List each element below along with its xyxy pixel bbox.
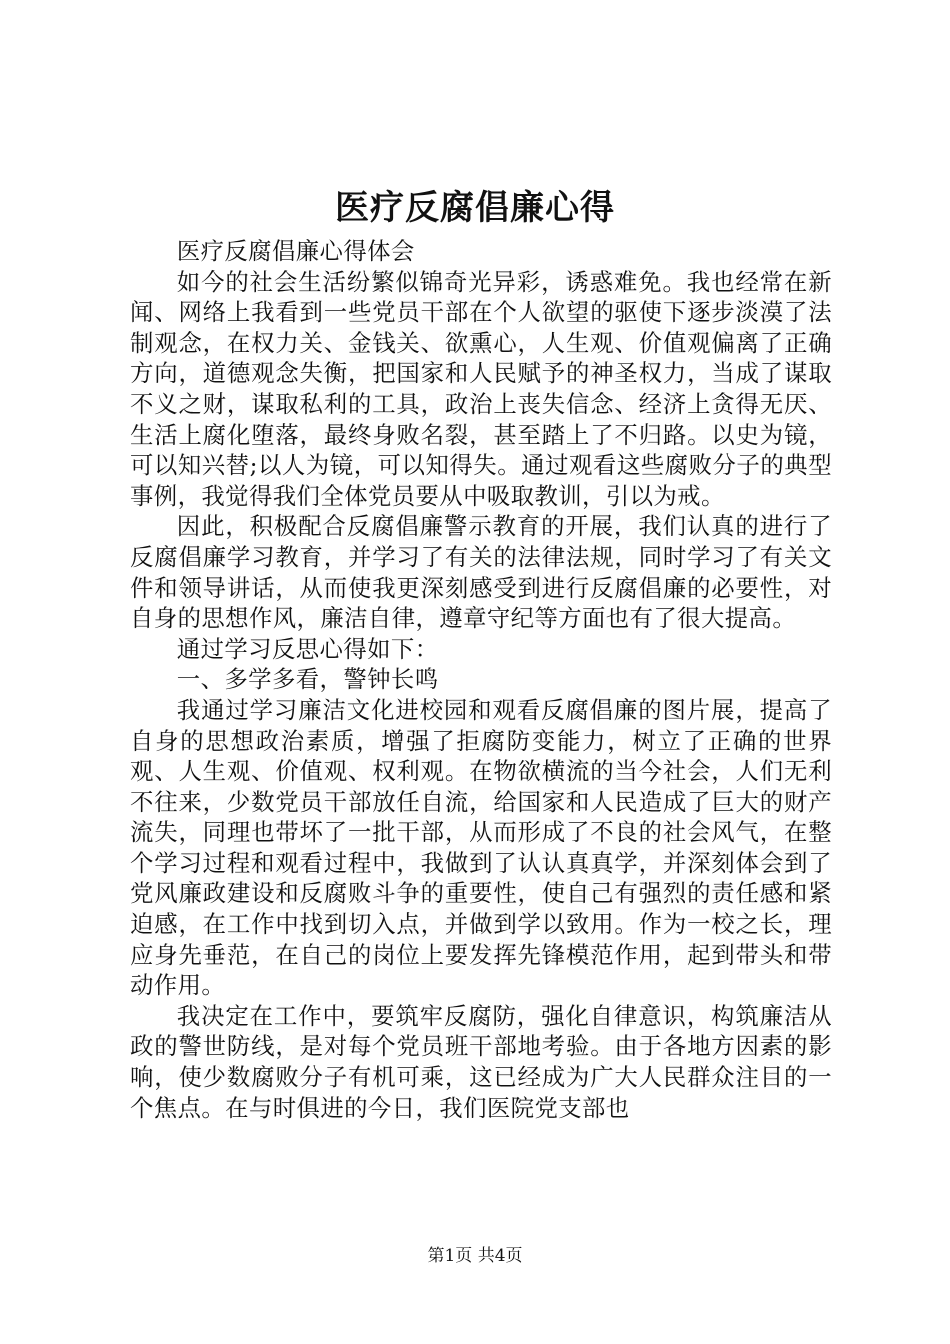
paragraph: 我通过学习廉洁文化进校园和观看反腐倡廉的图片展，提高了自身的思想政治素质，增强了拒腐防变能力，树立了正确的世界观、人生观、价值观、权利观。在物欲横流的当今社会，人们无利不往来，少数党员干部放任自流，给国家和人民造成了巨大的财产流失，同理也带坏了一批干部，从而形成了不良的社会风气，在整个学习过程和观看过程中，我做到了认认真真学，并深刻体会到了党风廉政建设和反腐败斗争的重要性，使自己有强烈的责任感和紧迫感，在工作中找到切入点，并做到学以致用。作为一校之长，理应身先垂范，在自己的岗位上要发挥先锋模范作用，起到带头和带动作用。: [130, 695, 832, 1000]
section-heading: 一、多学多看，警钟长鸣: [176, 665, 439, 694]
page-footer: 第1页 共4页: [427, 1246, 523, 1266]
paragraph: 我决定在工作中，要筑牢反腐防，强化自律意识，构筑廉洁从政的警世防线，是对每个党员班干部地考验。由于各地方因素的影响，使少数腐败分子有机可乘，这已经成为广大人民群众注目的一个焦点。在与时俱进的今日，我们医院党支部也: [130, 1001, 832, 1122]
paragraph: 通过学习反思心得如下：: [176, 634, 439, 663]
document-title: 医疗反腐倡廉心得: [335, 188, 615, 228]
paragraph: 如今的社会生活纷繁似锦奇光异彩，诱惑难免。我也经常在新闻、网络上我看到一些党员干部在个人欲望的驱使下逐步淡漠了法制观念，在权力关、金钱关、欲熏心，人生观、价值观偏离了正确方向，道德观念失衡，把国家和人民赋予的神圣权力，当成了谋取不义之财，谋取私利的工具，政治上丧失信念、经济上贪得无厌、生活上腐化堕落，最终身败名裂，甚至踏上了不归路。以史为镜，可以知兴替;以人为镜，可以知得失。通过观看这些腐败分子的典型事例，我觉得我们全体党员要从中吸取教训，引以为戒。: [130, 267, 832, 510]
document-body: [130, 236, 832, 1123]
paragraph: 因此，积极配合反腐倡廉警示教育的开展，我们认真的进行了反腐倡廉学习教育，并学习了有关的法律法规，同时学习了有关文件和领导讲话，从而使我更深刻感受到进行反腐倡廉的必要性，对自身的思想作风，廉洁自律，遵章守纪等方面也有了很大提高。: [130, 512, 832, 633]
paragraph-subtitle: 医疗反腐倡廉心得体会: [176, 237, 415, 265]
